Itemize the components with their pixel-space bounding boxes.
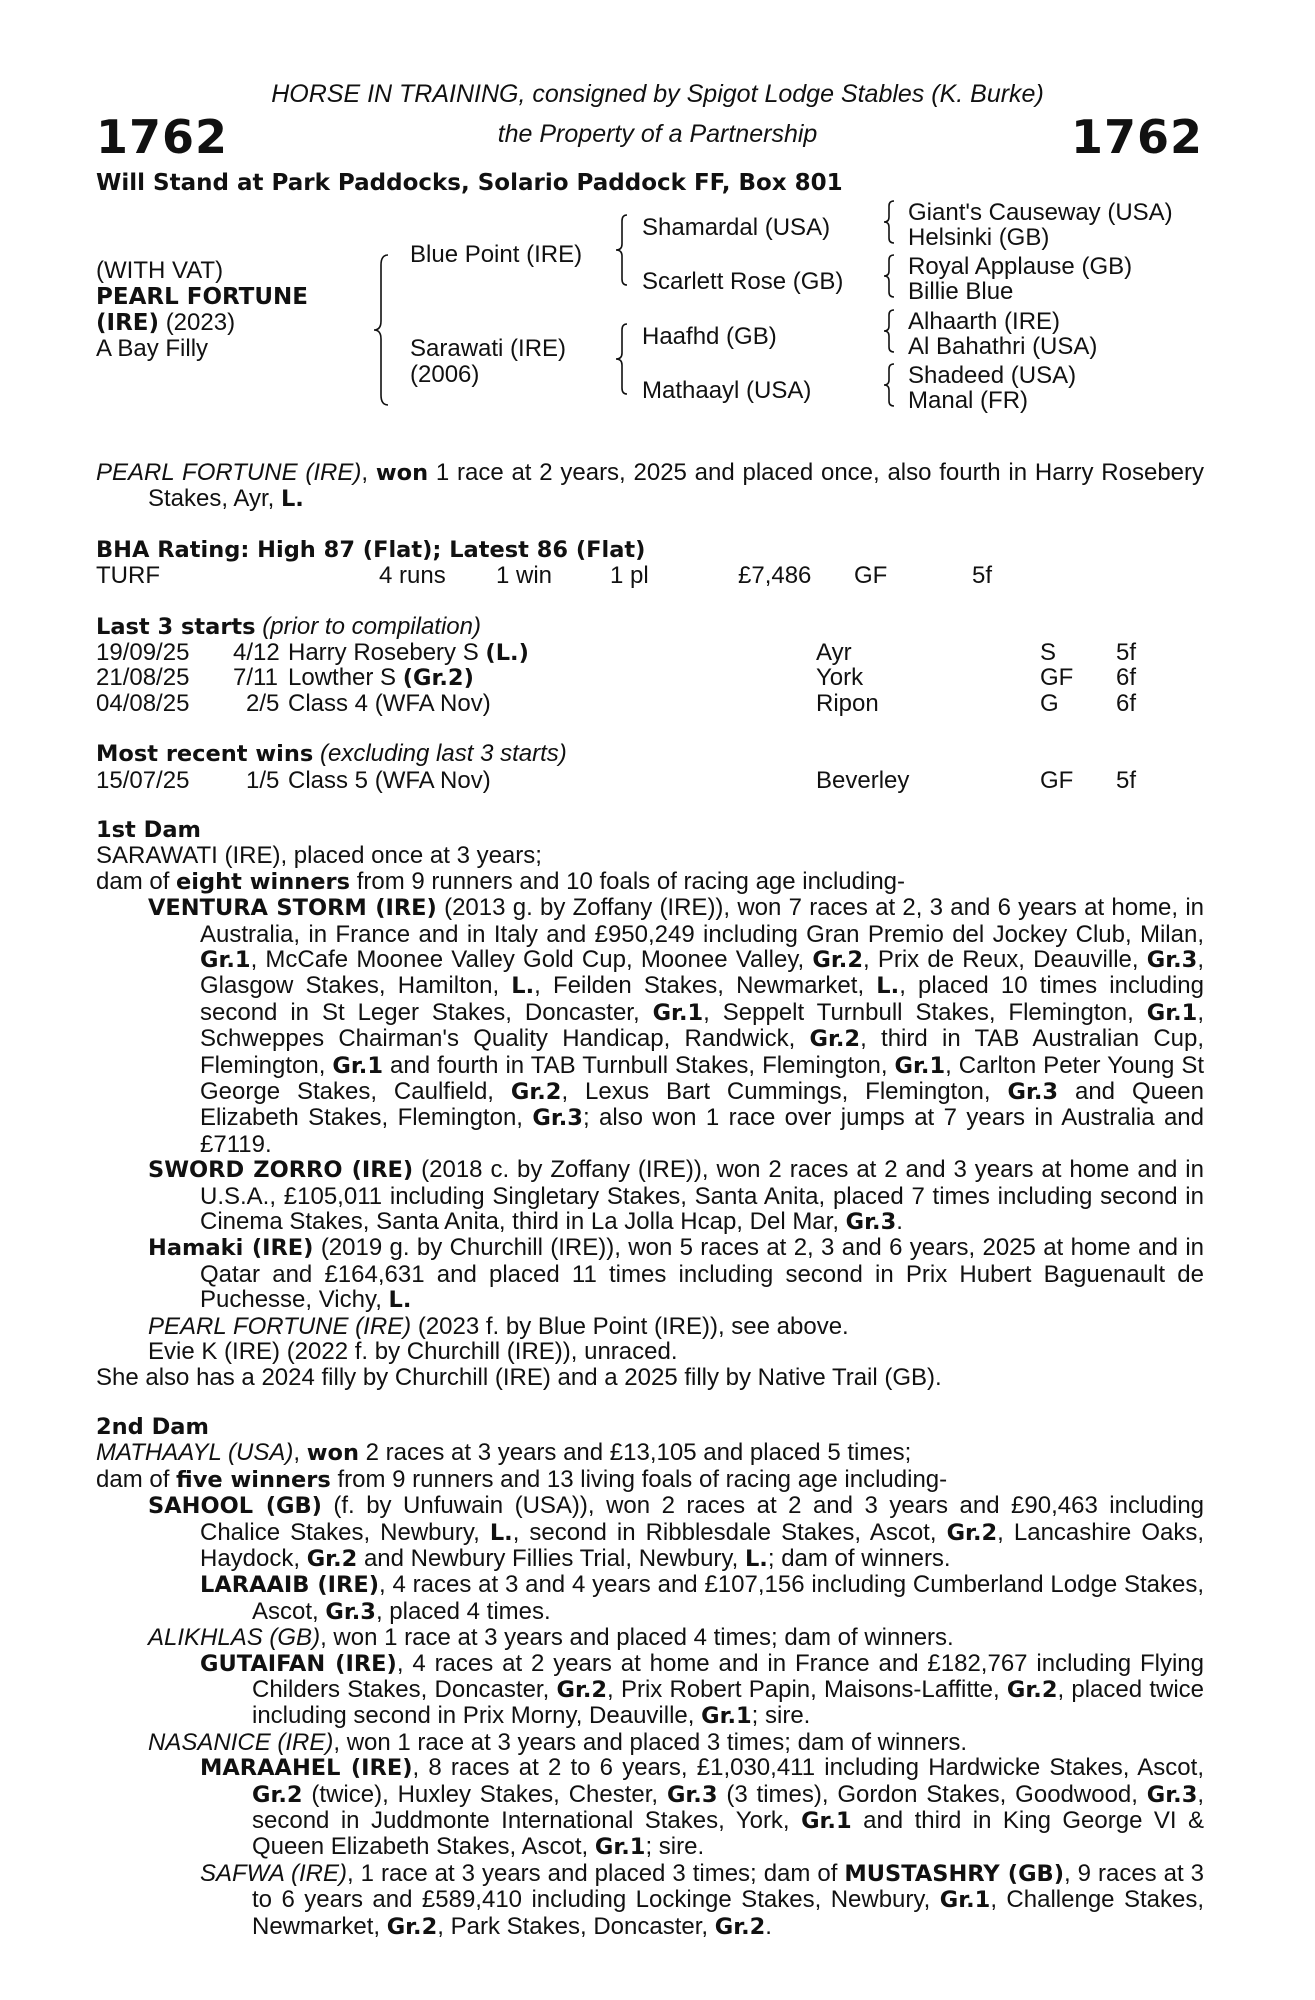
second-dam-line: MATHAAYL (USA), won 2 races at 3 years and £13,105 and placed 5 times; [96, 1439, 912, 1467]
ancestor-6: Al Bahathri (USA) [908, 333, 1098, 360]
progeny-sahool: SAHOOL (GB) (f. by Unfuwain (USA)), won 2 races at 2 and 3 years and £90,463 including Chalice Stakes, Newbury, L., second in Ribblesdale Stakes, Ascot, Gr.2, Lancashire Oaks, Haydock, Gr.2 and Newbury Fillies Trial, Newbury, L.; dam of winners. [148, 1492, 1205, 1572]
sire: Blue Point (IRE) [410, 241, 583, 268]
progeny-laraaib: LARAAIB (IRE), 4 races at 3 and 4 years and £107,156 including Cumberland Lodge Stakes, Ascot, Gr.3, placed 4 times. [200, 1571, 1205, 1625]
first-dam-title: 1st Dam [96, 816, 201, 843]
lot-number-left: 1762 [96, 110, 229, 164]
pedigree-bracket-g2 [882, 253, 896, 299]
sire-sire: Shamardal (USA) [642, 214, 831, 241]
ancestor-7: Shadeed (USA) [908, 362, 1077, 389]
pedigree-bracket-main [372, 253, 392, 407]
ancestor-5: Alhaarth (IRE) [908, 308, 1061, 335]
recent-wins-row: 15/07/25 1/5 Class 5 (WFA Nov) Beverley GF 5f [96, 766, 1137, 794]
pedigree-table [0, 195, 1315, 425]
first-dam-line: SARAWATI (IRE), placed once at 3 years; [96, 842, 542, 870]
rating-title: BHA Rating: High 87 (Flat); Latest 86 (Flat) [96, 536, 646, 563]
vat-note: (WITH VAT) [96, 257, 224, 284]
pedigree-bracket-sire [614, 213, 630, 287]
dam: Sarawati (IRE) [410, 335, 567, 362]
performance-summary: PEARL FORTUNE (IRE), won 1 race at 2 years, 2025 and placed once, also fourth in Harry Rosebery Stakes, Ayr, L. [96, 459, 1205, 513]
property-line: the Property of a Partnership [497, 120, 818, 148]
ancestor-3: Royal Applause (GB) [908, 253, 1133, 280]
pedigree-bracket-dam [614, 322, 630, 396]
ancestor-1: Giant's Causeway (USA) [908, 199, 1173, 226]
progeny-gutaifan: GUTAIFAN (IRE), 4 races at 2 years at home and in France and £182,767 including Flying Childers Stakes, Doncaster, Gr.2, Prix Robert Papin, Maisons-Laffitte, Gr.2, placed twice including second in Prix Morny, Deauville, Gr.1; sire. [200, 1649, 1205, 1730]
ancestor-2: Helsinki (GB) [908, 224, 1050, 251]
rating-row: TURF 4 runs 1 win 1 pl £7,486 GF 5f [96, 562, 993, 590]
dam-dam: Mathaayl (USA) [642, 377, 812, 404]
horse-name: PEARL FORTUNE [96, 284, 309, 310]
lot-number-right: 1762 [1070, 110, 1203, 164]
progeny-alikhlas: ALIKHLAS (GB), won 1 race at 3 years and placed 4 times; dam of winners. [148, 1624, 954, 1652]
consignment-line: HORSE IN TRAINING, consigned by Spigot Lodge Stables (K. Burke) [271, 80, 1044, 108]
dam-sire: Haafhd (GB) [642, 323, 777, 350]
pedigree-bracket-g1 [882, 199, 896, 245]
progeny-hamaki: Hamaki (IRE) (2019 g. by Churchill (IRE)), won 5 races at 2, 3 and 6 years, 2025 at home and in Qatar and £164,631 and placed 11 times including second in Prix Hubert Baguenault de Puchesse, Vichy, L. [148, 1234, 1205, 1314]
horse-origin: (IRE) [96, 310, 160, 336]
progeny-ventura-storm: VENTURA STORM (IRE) (2013 g. by Zoffany (IRE)), won 7 races at 2, 3 and 6 years at home, in Australia, in France and in Italy and £950,249 including Gran Premio del Jockey Club, Milan, Gr.1, McCafe Moonee Valley Gold Cup, Moonee Valley, Gr.2, Prix de Reux, Deauville, Gr.3, Glasgow Stakes, Hamilton, L., Feilden Stakes, Newmarket, L., placed 10 times including second in St Leger Stakes, Doncaster, Gr.1, Seppelt Turnbull Stakes, Flemington, Gr.1, Schweppes Chairman's Quality Handicap, Randwick, Gr.2, third in TAB Australian Cup, Flemington, Gr.1 and fourth in TAB Turnbull Stakes, Flemington, Gr.1, Carlton Peter Young St George Stakes, Caulfield, Gr.2, Lexus Bart Cummings, Flemington, Gr.3 and Queen Elizabeth Stakes, Flemington, Gr.3; also won 1 race over jumps at 7 years in Australia and £7119. [148, 894, 1205, 1158]
progeny-nasanice: NASANICE (IRE), won 1 race at 3 years and placed 3 times; dam of winners. [148, 1728, 968, 1756]
progeny-pearl-fortune: PEARL FORTUNE (IRE) (2023 f. by Blue Point (IRE)), see above. [148, 1312, 849, 1340]
last3-row: 04/08/25 2/5 Class 4 (WFA Nov) Ripon G 6f [96, 689, 1137, 717]
progeny-evie-k: Evie K (IRE) (2022 f. by Churchill (IRE)), unraced. [148, 1338, 678, 1366]
ancestor-4: Billie Blue [908, 278, 1014, 305]
sire-dam: Scarlett Rose (GB) [642, 268, 844, 295]
pedigree-bracket-g3 [882, 308, 896, 354]
second-dam-produce: dam of five winners from 9 runners and 13 living foals of racing age including- [96, 1465, 948, 1493]
last3-row: 21/08/25 7/11 Lowther S (Gr.2) York GF 6f [96, 664, 1137, 692]
last3-row: 19/09/25 4/12 Harry Rosebery S (L.) Ayr S 5f [96, 639, 1137, 667]
horse-description: A Bay Filly [96, 335, 209, 362]
catalogue-body [96, 460, 1204, 1940]
horse-origin-year [96, 309, 235, 337]
pedigree-bracket-g4 [882, 362, 896, 408]
second-dam-title: 2nd Dam [96, 1413, 209, 1440]
ancestor-8: Manal (FR) [908, 387, 1029, 414]
first-dam-produce: dam of eight winners from 9 runners and 10 foals of racing age including- [96, 867, 906, 895]
dam-year: (2006) [410, 361, 480, 388]
progeny-safwa: SAFWA (IRE), 1 race at 3 years and placed 3 times; dam of MUSTASHRY (GB), 9 races at 3 to 6 years and £589,410 including Lockinge Stakes, Newbury, Gr.1, Challenge Stakes, Newmarket, Gr.2, Park Stakes, Doncaster, Gr.2. [200, 1859, 1205, 1940]
stand-location: Will Stand at Park Paddocks, Solario Paddock FF, Box 801 [96, 170, 843, 196]
recent-wins-title: Most recent wins (excluding last 3 starts) [96, 740, 567, 768]
progeny-sword-zorro: SWORD ZORRO (IRE) (2018 c. by Zoffany (IRE)), won 2 races at 2 and 3 years at home and in U.S.A., £105,011 including Singletary Stakes, Santa Anita, placed 7 times including second in Cinema Stakes, Santa Anita, third in La Jolla Hcap, Del Mar, Gr.3. [148, 1156, 1204, 1236]
first-dam-also: She also has a 2024 filly by Churchill (IRE) and a 2025 filly by Native Trail (GB). [96, 1363, 942, 1391]
horse-year: (2023) [165, 309, 236, 336]
progeny-maraahel: MARAAHEL (IRE), 8 races at 2 to 6 years, £1,030,411 including Hardwicke Stakes, Ascot, Gr.2 (twice), Huxley Stakes, Chester, Gr.3 (3 times), Gordon Stakes, Goodwood, Gr.3, second in Juddmonte International Stakes, York, Gr.1 and third in King George VI & Queen Elizabeth Stakes, Ascot, Gr.1; sire. [200, 1754, 1205, 1861]
last3-title: Last 3 starts (prior to compilation) [96, 612, 481, 640]
